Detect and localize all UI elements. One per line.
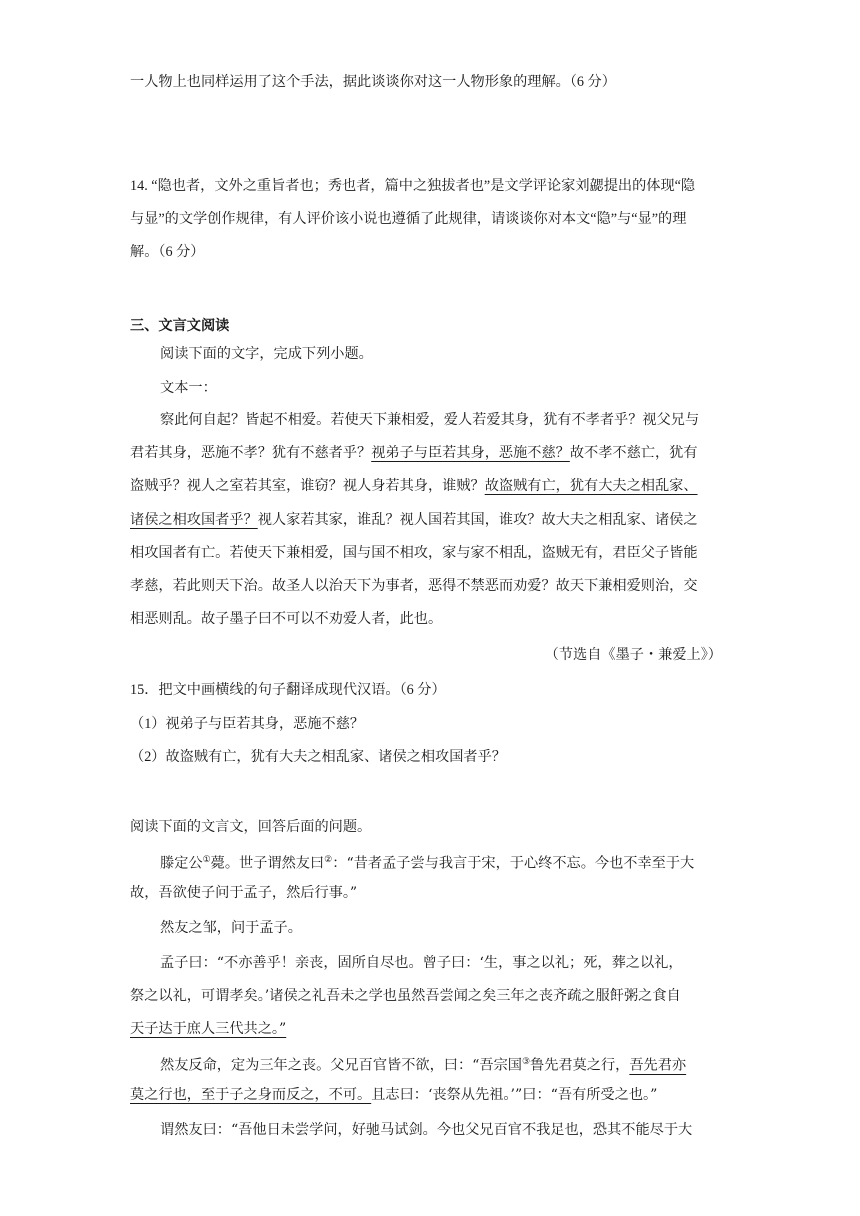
para-line-2: 君若其身，恶施不孝？犹有不慈者乎？视弟子与臣若其身，恶施不慈？故不孝不慈亡，犹有 xyxy=(130,445,698,461)
passage2-line-9: 谓然友曰：“吾他日未尝学问，好驰马试剑。今也父兄百官不我足也，恐其不能尽于大 xyxy=(160,1122,693,1138)
underlined-sentence-3a: 吾先君亦 xyxy=(629,1057,687,1074)
section-heading: 三、文言文阅读 xyxy=(130,318,230,334)
q14-line3: 解。（6 分） xyxy=(130,244,205,260)
passage2-line-4: 孟子曰：“不亦善乎！亲丧，固所自尽也。曾子曰：‘生，事之以礼；死，葬之以礼， xyxy=(160,955,683,971)
para-line-1: 察此何自起？皆起不相爱。若使天下兼相爱，爱人若爱其身，犹有不孝者乎？视父兄与 xyxy=(160,412,700,428)
passage2-line-6: 天子达于庶人三代共之。” xyxy=(130,1021,287,1037)
passage2-line-1: 滕定公①薨。世子谓然友曰②：“昔者孟子尝与我言于宋，于心终不忘。今也不幸至于大 xyxy=(160,855,695,872)
q14-line1: 14. “隐也者，文外之重旨者也；秀也者，篇中之独拔者也”是文学评论家刘勰提出的体现“隐 xyxy=(130,178,696,194)
para-line-7: 相恶则乱。故子墨子曰不可以不劝爱人者，此也。 xyxy=(130,611,443,627)
underlined-sentence-2a: 故盗贼有亡，犹有大夫之相乱家、 xyxy=(484,478,698,494)
q15-prompt: 15．把文中画横线的句子翻译成现代汉语。（6 分） xyxy=(130,682,446,698)
underlined-sentence-1: 视弟子与臣若其身，恶施不慈？ xyxy=(371,445,570,461)
passage2-line-7: 然友反命，定为三年之丧。父兄百官皆不欲，曰：“吾宗国③鲁先君莫之行，吾先君亦 xyxy=(160,1057,687,1074)
text1-label: 文本一： xyxy=(160,380,217,396)
passage2-line-2: 故，吾欲使子问于孟子，然后行事。” xyxy=(130,885,358,901)
q14-line2: 与显”的文学创作规律，有人评价该小说也遵循了此规律，请谈谈你对本文“隐”与“显”的理 xyxy=(130,211,687,227)
source-citation: （节选自《墨子・兼爱上》） xyxy=(544,647,722,663)
underlined-sentence-2b: 诸侯之相攻国者乎？ xyxy=(130,512,258,528)
q13-tail: 一人物上也同样运用了这个手法，据此谈谈你对这一人物形象的理解。（6 分） xyxy=(130,74,616,90)
para-line-6: 孝慈，若此则天下治。故圣人以治天下为事者，恶得不禁恶而劝爱？故天下兼相爱则治，交 xyxy=(130,578,698,594)
passage2-line-8: 莫之行也，至于子之身而反之，不可。且志曰：‘丧祭从先祖。’”曰：“吾有所受之也。” xyxy=(130,1087,658,1103)
section-intro: 阅读下面的文字，完成下列小题。 xyxy=(160,346,373,362)
passage2-line-5: 祭之以礼，可谓孝矣。’诸侯之礼吾未之学也虽然吾尝闻之矣三年之丧齐疏之服飦粥之食自 xyxy=(130,988,681,1004)
passage2-line-3: 然友之邹，问于孟子。 xyxy=(160,920,302,936)
q15-sentence-1: （1）视弟子与臣若其身，恶施不慈？ xyxy=(130,716,365,732)
para-line-4: 诸侯之相攻国者乎？视人家若其家，谁乱？视人国若其国，谁攻？故大夫之相乱家、诸侯之 xyxy=(130,512,698,528)
para-line-5: 相攻国者有亡。若使天下兼相爱，国与国不相攻，家与家不相乱，盗贼无有，君臣父子皆能 xyxy=(130,545,698,561)
passage2-intro: 阅读下面的文言文，回答后面的问题。 xyxy=(130,819,372,835)
q15-sentence-2: （2）故盗贼有亡，犹有大夫之相乱家、诸侯之相攻国者乎？ xyxy=(130,749,506,765)
para-line-3: 盗贼乎？视人之室若其室，谁窃？视人身若其身，谁贼？故盗贼有亡，犹有大夫之相乱家、 xyxy=(130,478,698,494)
underlined-sentence-3b: 莫之行也，至于子之身而反之，不可。 xyxy=(130,1087,372,1103)
